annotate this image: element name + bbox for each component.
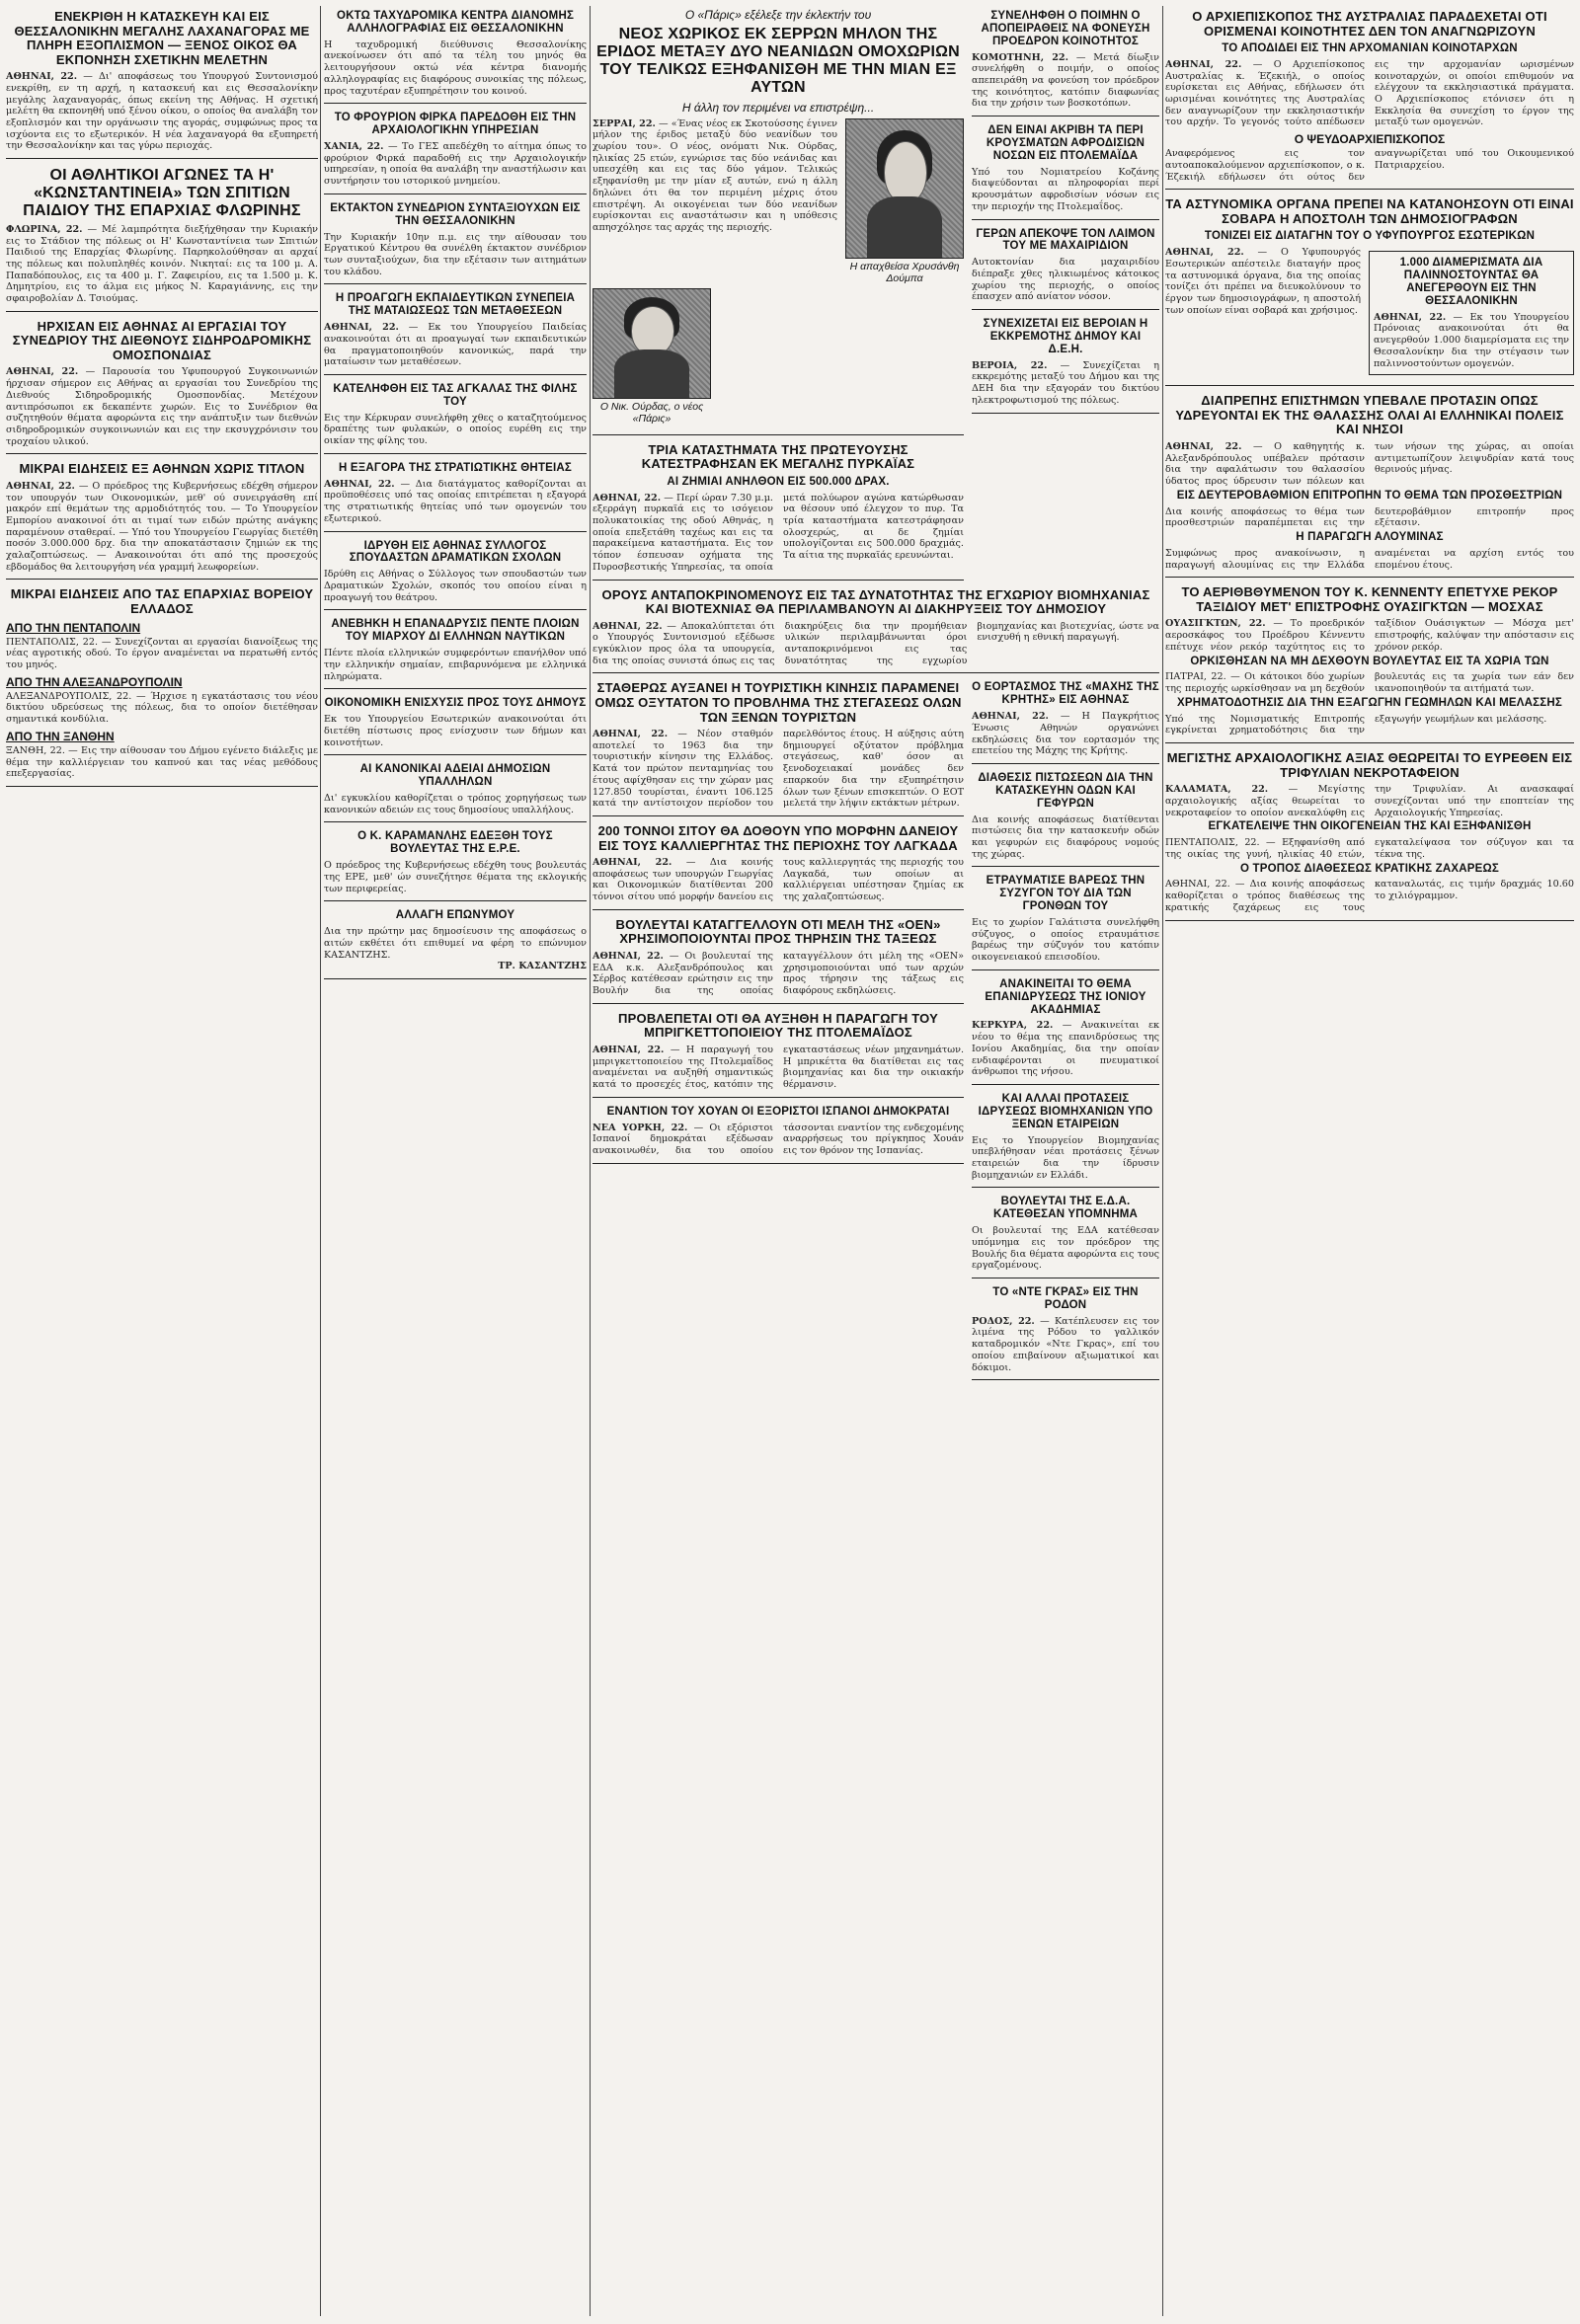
article-kennedy-plane xyxy=(1165,581,1574,743)
article-karamanlis xyxy=(324,826,587,901)
article-body: ΑΘΗΝΑΙ, 22. — Παρουσία του Υφυπουργού Συγκοινωνιών ήρχισαν σήμερον εις Αθήνας αι εργασίαι του Συνεδρίου της Διεθνούς Σιδηροδρομικής Ομοσπονδίας. Μετέχουν αντιπρόσωποι εκ δεκαπέντε χωρών. Εις το Συνέδριον θα συζητηθούν θέματα αφορώντα εις την ανάπτυξιν των διεθνών σιδηροδρομικών συγκοινωνιών και εις την εκσυγχρόνισιν του τροχαίου υλικού. xyxy=(6,366,318,447)
article-body: Αναφερόμενος εις τον αυτοαποκαλούμενον αρχιεπίσκοπον, ο κ. Έζεκιήλ εδήλωσεν ότι ούτος δεν αναγνωρίζεται υπό του Οικουμενικού Πατριαρχείου. xyxy=(1165,148,1574,183)
article-trifylia xyxy=(1165,747,1574,920)
column-rule xyxy=(1162,6,1163,2316)
article-body: ΑΘΗΝΑΙ, 22. — Ο καθηγητής κ. Αλεξανδρόπουλος υπέβαλεν πρότασιν δια την αφαλάτωσιν του θαλασσίου ύδατος προς ύδρευσιν των πόλεων και των νήσων της χώρας, αι οποίαι αντιμετωπίζουν λειψυδρίαν κατά τους θερινούς μήνας. xyxy=(1165,440,1574,488)
subheadline: Η άλλη τον περιμένει να επιστρέψη... xyxy=(681,100,875,115)
photo-caption: Η απαχθείσα Χρυσάνθη Δούμπα xyxy=(849,260,960,284)
headline: ΕΝΑΝΤΙΟΝ ΤΟΥ ΧΟΥΑΝ ΟΙ ΕΞΟΡΙΣΤΟΙ ΙΣΠΑΝΟΙ ΔΗΜΟΚΡΑΤΑΙ xyxy=(606,1105,950,1118)
article-leave xyxy=(324,759,587,822)
boxed-article xyxy=(1369,251,1574,375)
section-heading: ΑΠΟ ΤΗΝ ΑΛΕΞΑΝΔΡΟΥΠΟΛΙΝ xyxy=(6,674,183,689)
portrait-photo xyxy=(845,118,964,259)
headline: ΑΙ ΚΑΝΟΝΙΚΑΙ ΑΔΕΙΑΙ ΔΗΜΟΣΙΩΝ ΥΠΑΛΛΗΛΩΝ xyxy=(359,763,551,789)
article-body: ΑΘΗΝΑΙ, 22. — Περί ώραν 7.30 μ.μ. εξερράγη πυρκαϊά εις το ισόγειον πολυκατοικίας της οδού Αθηνάς, η οποία επεξετάθη ταχέως και εις τα παρακείμενα καταστήματα. Εις τον τόπον έσπευσαν οχήματα της Πυροσβεστικής Υπηρεσίας, τα οποία μετά πολύωρον αγώνα κατώρθωσαν να θέσουν υπό έλεγχον το πυρ. Τα τρία καταστήματα κατεστράφησαν ολοσχερώς, αι δε ζημίαι υπολογίζονται εις 500.000 δραχμάς. Τα αίτια της πυρκαϊάς ερευνώνται. xyxy=(592,492,964,573)
article-desalination xyxy=(1165,390,1574,578)
headline: ΔΙΑΠΡΕΠΗΣ ΕΠΙΣΤΗΜΩΝ ΥΠΕΒΑΛΕ ΠΡΟΤΑΣΙΝ ΟΠΩΣ ΥΔΡΕΥΟΝΤΑΙ ΕΚ ΤΗΣ ΘΑΛΑΣΣΗΣ ΟΛΑΙ ΑΙ ΕΛΛΗΝΙΚΑΙ ΠΟΛΕΙΣ ΚΑΙ ΝΗΣΟΙ xyxy=(1175,393,1564,437)
article-body: ΑΛΕΞΑΝΔΡΟΥΠΟΛΙΣ, 22. — Ήρχισε η εγκατάστασις του νέου δικτύου υδρεύσεως της πόλεως, δια το οποίον διετέθησαν σημαντικά κονδύλια. xyxy=(6,690,318,726)
article-body: Εις το Υπουργείον Βιομηχανίας υπεβλήθησαν νέαι προτάσεις ξένων εταιρειών δια την ίδρυσιν βιομηχανιών εν Ελλάδι. xyxy=(972,1134,1159,1181)
article-body: Εις την Κέρκυραν συνελήφθη χθες ο καταζητούμενος δραπέτης των φυλακών, ο οποίος ευρέθη εις την οικίαν της φίλης του. xyxy=(324,412,587,447)
column-1 xyxy=(6,6,318,791)
article-body: ΑΘΗΝΑΙ, 22. — Η παραγωγή του μπριγκεττοποιείου της Πτολεμαΐδος αναμένεται να αυξηθή σημαντικώς κατά το προσεχές έτος, κατόπιν της εγκαταστάσεως νέων μηχανημάτων. Η μπρικέττα θα διατίθεται εις τας βιομηχανίας και δια την οικιακήν θέρμανσιν. xyxy=(592,1044,964,1090)
article-veroia xyxy=(972,314,1159,413)
headline: ΟΙΚΟΝΟΜΙΚΗ ΕΝΙΣΧΥΣΙΣ ΠΡΟΣ ΤΟΥΣ ΔΗΜΟΥΣ xyxy=(324,697,587,710)
section-heading: Η ΠΑΡΑΓΩΓΗ ΑΛΟΥΜΙΝΑΣ xyxy=(1296,531,1444,544)
article-body: ΑΘΗΝΑΙ, 22. — Δια διατάγματος καθορίζονται αι προϋποθέσεις υπό τας οποίας επιτρέπεται η εξαγορά της στρατιωτικής θητείας υπό των ομογενών του εξωτερικού. xyxy=(324,478,587,524)
article-briquettes xyxy=(592,1008,964,1098)
article-body: ΧΑΝΙΑ, 22. — Το ΓΕΣ απεδέχθη το αίτημα όπως το φρούριον Φιρκά παραδοθή εις την Αρχαιολογικήν υπηρεσίαν, η οποία θα αναλάβη την αναστήλωσιν και συντήρησιν του ιστορικού μνημείου. xyxy=(324,141,587,188)
headline: ΕΚΤΑΚΤΟΝ ΣΥΝΕΔΡΙΟΝ ΣΥΝΤΑΞΙΟΥΧΩΝ ΕΙΣ ΤΗΝ ΘΕΣΣΑΛΟΝΙΚΗΝ xyxy=(330,201,581,227)
section-heading: ΕΙΣ ΔΕΥΤΕΡΟΒΑΘΜΙΟΝ ΕΠΙΤΡΟΠΗΝ ΤΟ ΘΕΜΑ ΤΩΝ ΠΡΟΣΘΕΣΤΡΙΩΝ xyxy=(1176,489,1563,502)
article-body: ΑΘΗΝΑΙ, 22. — Δι' αποφάσεως του Υπουργού Συντονισμού ενεκρίθη, εν τη αρχή, η κατασκευή και εις Θεσσαλονίκην μεγάλης λαχαναγοράς, όπως εκείνη της Αθήνας. Η σχετική μελέτη θα εκπονηθή υπό ξένου οίκου, ο οποίος θα αναλάβη τον εξοπλισμόν και την οργάνωσιν της αγοράς, συμφώνως προς τα ισχύοντα εις το εξωτερικόν. Η νέα λαχαναγορά θα εξυπηρετή την Θεσσαλονίκην και τας γύρω περιοχάς. xyxy=(6,71,318,152)
portrait-photo xyxy=(592,288,711,399)
column-3-side xyxy=(972,6,1159,584)
article-de-grasse xyxy=(972,1282,1159,1380)
section-heading: ΟΡΚΙΣΘΗΣΑΝ ΝΑ ΜΗ ΔΕΧΘΟΥΝ ΒΟΥΛΕΥΤΑΣ ΕΙΣ ΤΑ ΧΩΡΙΑ ΤΩΝ xyxy=(1190,655,1549,667)
article-name-change xyxy=(324,905,587,979)
article-body: ΠΕΝΤΑΠΟΛΙΣ, 22. — Εξηφανίσθη από της οικίας της γυνή, ηλικίας 40 ετών, εγκαταλείψασα τον σύζυγον και τα τέκνα της. xyxy=(1165,837,1574,860)
headline: ΟΙ ΑΘΛΗΤΙΚΟΙ ΑΓΩΝΕΣ ΤΑ Η' «ΚΩΝΣΤΑΝΤΙΝΕΙΑ» ΤΩΝ ΣΠΙΤΙΩΝ ΠΑΙΔΙΟΥ ΤΗΣ ΕΠΑΡΧΙΑΣ ΦΛΩΡΙΝΗΣ xyxy=(23,167,301,219)
article-arrested xyxy=(324,379,587,454)
article-body: ΑΘΗΝΑΙ, 22. — Αποκαλύπτεται ότι ο Υπουργός Συντονισμού εξέδωσε εγκύκλιον προς όλα τα υπουργεία, δια της οποίας συνιστά όπως εις τας διακηρύξεις δια την προμήθειαν υλικών περιλαμβάνωνται όροι ανταποκρινόμενοι εις τας δυνατότητας της εγχωρίου βιομηχανίας και βιοτεχνίας, ώστε να ενισχυθή η εθνική παραγωγή. xyxy=(592,620,1159,666)
column-3 xyxy=(592,6,1159,1384)
article-body: ΡΟΔΟΣ, 22. — Κατέπλευσεν εις τον λιμένα της Ρόδου το γαλλικόν καταδρομικόν «Ντε Γκρας», επί του οποίου επιβαίνουν αξιωματικοί και δόκιμοι. xyxy=(972,1315,1159,1373)
article-ionian-academy xyxy=(972,974,1159,1085)
article-body: Δια την πρώτην μας δημοσίευσιν της αποφάσεως ο αιτών εκθέτει ότι επιθυμεί να φέρη το επώνυμον ΚΑΣΑΝΤΖΗΣ. xyxy=(324,926,587,961)
article-old-man xyxy=(972,224,1159,311)
article-body: Εις το χωρίον Γαλάτιστα συνελήφθη σύζυγος, ο οποίος ετραυμάτισε βαρέως την σύζυγόν του κατόπιν οικογενειακού επεισοδίου. xyxy=(972,917,1159,964)
article-body: ΑΘΗΝΑΙ, 22. — Δια κοινής αποφάσεως καθορίζεται ο τρόπος διαθέσεως της κρατικής ζαχάρεως εις τους καταναλωτάς, εις τιμήν δραχμάς 10.60 το χιλιόγραμμον. xyxy=(1165,879,1574,913)
article-body: ΚΟΜΟΤΗΝΗ, 22. — Μετά δίωξιν συνελήφθη ο ποιμήν, ο οποίος απεπειράθη να φονεύση τον πρόεδρον της κοινότητος, κατόπιν διαφωνίας δια την χρήσιν των βοσκοτόπων. xyxy=(972,51,1159,110)
subheadline: ΤΟ ΑΠΟΔΙΔΕΙ ΕΙΣ ΤΗΝ ΑΡΧΟΜΑΝΙΑΝ ΚΟΙΝΟΤΑΡΧΩΝ xyxy=(1222,42,1518,55)
article-body: ΑΘΗΝΑΙ, 22. — Νέον σταθμόν αποτελεί το 1963 δια την τουριστικήν κίνησιν της Ελλάδος. Κατά τον πρώτον πενταμηνίας του έτους αφίχθησαν εις την χώραν μας 127.850 τουρίσται, έναντι 106.125 κατά την αντίστοιχον περίοδον του παρελθόντος έτους. Η αύξησις αύτη δημιουργεί οξύτατον πρόβλημα στεγάσεως, καθ' όσον αι ξενοδοχειακαί μονάδες δεν επαρκούν δια την εξυπηρέτησιν όλων των ξένων επισκεπτών. Ο ΕΟΤ μελετά την λήψιν εκτάκτων μέτρων. xyxy=(592,729,964,810)
headline: ΤΟ ΑΕΡΙΘΒΘΥΜΕΝΟΝ ΤΟΥ Κ. ΚΕΝΝΕΝΤΥ ΕΠΕΤΥΧΕ ΡΕΚΟΡ ΤΑΞΙΔΙΟΥ ΜΕΤ' ΕΠΙΣΤΡΟΦΗΣ ΟΥΑΣΙΓΚΤΩΝ — ΜΟΣΧΑΣ xyxy=(1181,584,1558,614)
article-body: Υπό της Νομισματικής Επιτροπής εγκρίνεται χρηματοδότησις δια την εξαγωγήν γεωμήλων και μελάσσης. xyxy=(1165,713,1547,736)
headline: ΒΟΥΛΕΥΤΑΙ ΤΗΣ Ε.Δ.Α. ΚΑΤΕΘΕΣΑΝ ΥΠΟΜΝΗΜΑ xyxy=(992,1196,1139,1221)
article-body: ΞΑΝΘΗ, 22. — Εις την αίθουσαν του Δήμου εγένετο διάλεξις με θέμα την καλλιέργειαν του καπνού και τας νέας μεθόδους επεξεργασίας. xyxy=(6,744,318,780)
headline: ΣΥΝΕΧΙΖΕΤΑΙ ΕΙΣ ΒΕΡΟΙΑΝ Η ΕΚΚΡΕΜΟΤΗΣ ΔΗΜΟΥ ΚΑΙ Δ.Ε.Η. xyxy=(983,318,1148,355)
article-archbishop xyxy=(1165,6,1574,190)
article-body: Την Κυριακήν 10ην π.μ. εις την αίθουσαν του Εργατικού Κέντρου θα συνέλθη έκτακτον συνέδριον των συνταξιούχων, δια την εξέτασιν των αιτημάτων του κλάδου. xyxy=(324,231,587,277)
article-body: ΑΘΗΝΑΙ, 22. — Ο Αρχιεπίσκοπος Αυστραλίας κ. Έζεκιήλ, ο οποίος ευρίσκεται εις Αθήνας, εδήλωσεν ότι ωρισμέναι κοινότητες της Αυστραλίας δεν αναγνωρίζουν την εκκλησιαστικήν του αρχήν. Το γεγονός τούτο απέδωσεν εις την αρχομανίαν ωρισμένων κοινοταρχών, οι οποίοι επιθυμούν να ελέγχουν τα εκκλησιαστικά πράγματα. Ο Αρχιεπίσκοπος ετόνισεν ότι η Εκκλησία θα συνεχίση το έργον της μεταξύ των ομογενών. xyxy=(1165,58,1574,128)
article-body: ΣΕΡΡΑΙ, 22. — «Ένας νέος εκ Σκοτούσσης έγινεν μήλον της έριδος μεταξύ δύο νεανίδων του χωρίου του». Ο νέος, ονόματι Νικ. Ούρδας, ηλικίας 25 ετών, εγνώρισε τας δύο νεάνιδας και υπεσχέθη και εις τας δύο γάμον. Τελικώς εξηφανίσθη με την μίαν εξ αυτών, ενώ η άλλη δηλώνει ότι θα τον περιμένη μέχρις ότου επιστρέψη. Αι οικογένειαι των δύο νεανίδων ευρίσκονται εις αναστάτωσιν και η υπόθεσις απησχόλησε τας αρχάς της περιοχής. xyxy=(592,117,837,233)
column-rule xyxy=(590,6,591,2316)
headline: ΟΡΟΥΣ ΑΝΤΑΠΟΚΡΙΝΟΜΕΝΟΥΣ ΕΙΣ ΤΑΣ ΔΥΝΑΤΟΤΗΤΑΣ ΤΗΣ ΕΓΧΩΡΙΟΥ ΒΙΟΜΗΧΑΝΙΑΣ ΚΑΙ ΒΙΟΤΕΧΝΙΑΣ ΘΑ ΠΕΡΙΛΑΜΒΑΝΟΥΝ ΑΙ ΔΙΑΚΗΡΥΞΕΙΣ ΤΟΥ ΔΗΜΟΣΙΟΥ xyxy=(601,586,1150,617)
article-body: ΑΘΗΝΑΙ, 22. — Εκ του Υπουργείου Παιδείας ανακοινούται ότι αι προαγωγαί των εκπαιδευτικών θα πραγματοποιηθούν κανονικώς, παρά την ματαίωσιν των μεταθέσεων. xyxy=(324,322,588,368)
article-wife xyxy=(972,871,1159,969)
article-firka-fortress xyxy=(324,108,587,194)
signature: ΤΡ. ΚΑΣΑΝΤΖΗΣ xyxy=(498,961,587,972)
article-post-centers xyxy=(324,6,587,104)
article-body: ΚΑΛΑΜΑΤΑ, 22. — Μεγίστης αρχαιολογικής αξίας θεωρείται το νεκροταφείον το οποίον ανεκαλύφθη εις την Τριφυλίαν. Αι ανασκαφαί συνεχίζονται υπό την εποπτείαν της Αρχαιολογικής Υπηρεσίας. xyxy=(1165,784,1574,818)
article-municipal-aid xyxy=(324,693,587,755)
column-3-main xyxy=(592,6,964,584)
article-body: ΑΘΗΝΑΙ, 22. — Δια κοινής αποφάσεως των υπουργών Γεωργίας και Οικονομικών διατίθενται 200 τόννοι σίτου υπό μορφήν δανείου εις τους καλλιεργητάς της περιοχής του Λαγκαδά, των οποίων αι καλλιέργειαι υπέστησαν ζημίας εκ της χαλαζοπτώσεως. xyxy=(592,857,964,903)
headline: ΔΙΑΘΕΣΙΣ ΠΙΣΤΩΣΕΩΝ ΔΙΑ ΤΗΝ ΚΑΤΑΣΚΕΥΗΝ ΟΔΩΝ ΚΑΙ ΓΕΦΥΡΩΝ xyxy=(978,771,1153,810)
headline: ΣΤΑΘΕΡΩΣ ΑΥΞΑΝΕΙ Η ΤΟΥΡΙΣΤΙΚΗ ΚΙΝΗΣΙΣ ΠΑΡΑΜΕΝΕΙ ΟΜΩΣ ΟΞΥΤΑΤΟΝ ΤΟ ΠΡΟΒΛΗΜΑ ΤΗΣ ΣΤΕΓΑΣΕΩΣ ΟΛΩΝ ΤΩΝ ΞΕΝΩΝ ΤΟΥΡΙΣΤΩΝ xyxy=(594,680,962,725)
article-body: ΑΘΗΝΑΙ, 22. — Ο Υφυπουργός Εσωτερικών απέστειλε διαταγήν προς τα αστυνομικά όργανα, δια της οποίας τονίζει ότι πρέπει να διευκολύνουν το έργον των δημοσιογράφων, η αποστολή των οποίων είναι σοβαρά και χρήσιμος. xyxy=(1165,247,1361,316)
section-heading: Ο ΤΡΟΠΟΣ ΔΙΑΘΕΣΕΩΣ ΚΡΑΤΙΚΗΣ ΖΑΧΑΡΕΩΣ xyxy=(1239,862,1500,875)
headline: 1.000 ΔΙΑΜΕΡΙΣΜΑΤΑ ΔΙΑ ΠΑΛΙΝΝΟΣΤΟΥΝΤΑΣ ΘΑ ΑΝΕΓΕΡΘΟΥΝ ΕΙΣ ΤΗΝ ΘΕΣΣΑΛΟΝΙΚΗΝ xyxy=(1399,257,1543,307)
article-fire xyxy=(592,439,964,581)
article-body: Πέντε πλοία ελληνικών συμφερόντων επανήλθον υπό την ελληνικήν σημαίαν, επιβαρυνόμενα με ελληνικά πληρώματα. xyxy=(324,648,587,682)
article-konstantineia xyxy=(6,163,318,312)
article-body: ΠΕΝΤΑΠΟΛΙΣ, 22. — Συνεχίζονται αι εργασίαι διανοίξεως της νέας αγροτικής οδού. Το έργον αναμένεται να περατωθή εντός του μηνός. xyxy=(6,636,318,670)
article-body: Συμφώνως προς ανακοίνωσιν, η παραγωγή αλουμίνας εις την Ελλάδα αναμένεται να αρχίση εντός του επομένου έτους. xyxy=(1165,547,1574,571)
article-body: ΑΘΗΝΑΙ, 22. — Οι βουλευταί της ΕΔΑ κ.κ. Αλεξανδρόπουλος και Σέρβος κατέθεσαν ερώτησιν εις την Βουλήν δια της οποίας καταγγέλλουν ότι μέλη της «ΟΕΝ» χρησιμοποιούνται υπό των αρχών προς τήρησιν της τάξεως εις διαφόρους εκδηλώσεις. xyxy=(592,950,964,997)
article-teachers xyxy=(324,288,587,375)
article-tourism xyxy=(592,677,964,816)
article-drama-students xyxy=(324,536,587,611)
headline: ΤΟ ΦΡΟΥΡΙΟΝ ΦΙΡΚΑ ΠΑΡΕΔΟΘΗ ΕΙΣ ΤΗΝ ΑΡΧΑΙΟΛΟΓΙΚΗΝ ΥΠΗΡΕΣΙΑΝ xyxy=(334,112,577,137)
section-heading: Ο ΨΕΥΔΟΑΡΧΙΕΠΙΣΚΟΠΟΣ xyxy=(1294,132,1446,147)
headline: ΟΚΤΩ ΤΑΧΥΔΡΟΜΙΚΑ ΚΕΝΤΡΑ ΔΙΑΝΟΜΗΣ ΑΛΛΗΛΟΓΡΑΦΙΑΣ ΕΙΣ ΘΕΣΣΑΛΟΝΙΚΗΝ xyxy=(336,10,575,35)
column-rule xyxy=(320,6,321,2316)
article-body: ΦΛΩΡΙΝΑ, 22. — Μέ λαμπρότητα διεξήχθησαν την Κυριακήν εις το Στάδιον της πόλεως οι Η' Κωνσταντίνεια των Σπιτιών Παιδιού της Επαρχίας Φλωρίνης. Παρηκολούθησαν αι αρχαί της πόλεως και πολυπληθές κοινόν. Νικηταί: εις τα 100 μ. Α. Παπαδόπουλος, εις τα 400 μ. Γ. Ζαφειρίου, εις τα 1.500 μ. Κ. Δημητρίου, εις το άλμα εις μήκος Ν. Καραγιάννης, εις την σφαιροβολίαν Δ. Τσιούμας. xyxy=(6,223,318,305)
headline: ΝΕΟΣ ΧΩΡΙΚΟΣ ΕΚ ΣΕΡΡΩΝ ΜΗΛΟΝ ΤΗΣ ΕΡΙΔΟΣ ΜΕΤΑΞΥ ΔΥΟ ΝΕΑΝΙΔΩΝ ΟΜΟΧΩΡΙΩΝ ΤΟΥ ΤΕΛΙΚΩΣ ΕΞΗΦΑΝΙΣΘΗ ΜΕ ΤΗΝ ΜΙΑΝ ΕΞ ΑΥΤΩΝ xyxy=(596,26,960,96)
subheadline: ΑΙ ΖΗΜΙΑΙ ΑΝΗΛΘΟΝ ΕΙΣ 500.000 ΔΡΑΧ. xyxy=(667,475,890,488)
headline: ΕΤΡΑΥΜΑΤΙΣΕ ΒΑΡΕΩΣ ΤΗΝ ΣΥΖΥΓΟΝ ΤΟΥ ΔΙΑ ΤΩΝ ΓΡΟΝΘΩΝ ΤΟΥ xyxy=(986,875,1146,913)
headline: Ο Κ. ΚΑΡΑΜΑΝΛΗΣ ΕΔΕΞΘΗ ΤΟΥΣ ΒΟΥΛΕΥΤΑΣ ΤΗΣ Ε.Ρ.Ε. xyxy=(357,830,553,856)
headline: ΗΡΧΙΣΑΝ ΕΙΣ ΑΘΗΝΑΣ ΑΙ ΕΡΓΑΣΙΑΙ ΤΟΥ ΣΥΝΕΔΡΙΟΥ ΤΗΣ ΔΙΕΘΝΟΥΣ ΣΙΔΗΡΟΔΡΟΜΙΚΗΣ ΟΜΟΣΠΟΝΔΙΑΣ xyxy=(12,318,312,362)
headline: Ο ΑΡΧΙΕΠΙΣΚΟΠΟΣ ΤΗΣ ΑΥΣΤΡΑΛΙΑΣ ΠΑΡΑΔΕΧΕΤΑΙ ΟΤΙ ΟΡΙΣΜΕΝΑΙ ΚΟΙΝΟΤΗΤΕΣ ΔΕΝ ΤΟΝ ΑΝΑΓΝΩΡΙΖΟΥΝ xyxy=(1192,9,1547,39)
article-body: ΟΥΑΣΙΓΚΤΩΝ, 22. — Το προεδρικόν αεροσκάφος του Προέδρου Κέννεντυ επέτυχε νέον ρεκόρ ταχύτητος εις το ταξίδιον Ουάσιγκτων — Μόσχα μετ' επιστροφής, καλύψαν την απόστασιν εις χρόνον ρεκόρ. xyxy=(1165,618,1574,653)
article-body: Δια κοινής αποφάσεως διατίθενται πιστώσεις δια την κατασκευήν οδών και γεφυρών εις διαφόρους νομούς της χώρας. xyxy=(972,813,1159,860)
headline: Η ΕΞΑΓΟΡΑ ΤΗΣ ΣΤΡΑΤΙΩΤΙΚΗΣ ΘΗΤΕΙΑΣ xyxy=(338,461,573,474)
section-heading: ΕΓΚΑΤΕΛΕΙΨΕ ΤΗΝ ΟΙΚΟΓΕΝΕΙΑΝ ΤΗΣ ΚΑΙ ΕΞΗΦΑΝΙΣΘΗ xyxy=(1208,820,1532,833)
article-paris-serres xyxy=(592,6,964,435)
article-body: ΝΕΑ ΥΟΡΚΗ, 22. — Οι εξόριστοι Ισπανοί δημοκράται εξέδωσαν ανακοινωθέν, δια του οποίου τάσσονται εναντίον της ενδεχομένης αναρρήσεως του πρίγκηπος Χουάν εις τον θρόνον της Ισπανίας. xyxy=(592,1122,964,1156)
article-body: ΑΘΗΝΑΙ, 22. — Ο πρόεδρος της Κυβερνήσεως εδέχθη σήμερον τον υπουργόν των Οικονομικών, μεθ' ού συνειργάσθη επί μακρόν επί θεμάτων της αρμοδιότητός του. — Το Υπουργείον Εμπορίου ανακοινοί ότι αι τιμαί των ειδών πρώτης ανάγκης παραμένουν σταθεραί. — Υπό του Υπουργείου Γεωργίας διετέθη ποσόν 3.000.000 δρχ. δια την αποκατάστασιν ζημιών εκ της χαλαζοπτώσεως. — Ανακοινούται ότι από της προσεχούς εβδομάδος θα λειτουργήση νέα γραμμή λεωφορείων. xyxy=(6,480,318,573)
article-railway-congress xyxy=(6,316,318,455)
article-roads xyxy=(972,768,1159,867)
article-ptolemaida-health xyxy=(972,120,1159,219)
article-military-service xyxy=(324,458,587,532)
article-body: Υπό του Νομιατρείου Κοζάνης διαψεύδονται αι πληροφορίαι περί κρουσμάτων αφροδισίων νόσων εις την περιοχήν της Πτολεμαΐδος. xyxy=(972,166,1159,212)
headline: ΔΕΝ ΕΙΝΑΙ ΑΚΡΙΒΗ ΤΑ ΠΕΡΙ ΚΡΟΥΣΜΑΤΩΝ ΑΦΡΟΔΙΣΙΩΝ ΝΟΣΩΝ ΕΙΣ ΠΤΟΛΕΜΑΪΔΑ xyxy=(986,124,1146,162)
section-heading: ΧΡΗΜΑΤΟΔΟΤΗΣΙΣ ΔΙΑ ΤΗΝ ΕΞΑΓΩΓΗΝ ΓΕΩΜΗΛΩΝ ΚΑΙ ΜΕΛΑΣΣΗΣ xyxy=(1177,696,1562,709)
column-3-lower xyxy=(592,677,964,1384)
article-lachanagora xyxy=(6,6,318,159)
article-eda-memo xyxy=(972,1192,1159,1278)
headline: ΕΝΕΚΡΙΘΗ Η ΚΑΤΑΣΚΕΥΗ ΚΑΙ ΕΙΣ ΘΕΣΣΑΛΟΝΙΚΗΝ ΜΕΓΑΛΗΣ ΛΑΧΑΝΑΓΟΡΑΣ ΜΕ ΠΛΗΡΗ ΕΞΟΠΛΙΣΜΟΝ — ΞΕΝΟΣ ΟΙΚΟΣ ΘΑ ΕΚΠΟΝΗΣΗ ΣΧΕΤΙΚΗΝ ΜΕΛΕΤΗΝ xyxy=(14,9,310,67)
article-oen xyxy=(592,914,964,1004)
headline: ΜΕΓΙΣΤΗΣ ΑΡΧΑΙΟΛΟΓΙΚΗΣ ΑΞΙΑΣ ΘΕΩΡΕΙΤΑΙ ΤΟ ΕΥΡΕΘΕΝ ΕΙΣ ΤΡΙΦΥΛΙΑΝ ΝΕΚΡΟΤΑΦΕΙΟΝ xyxy=(1166,750,1573,780)
article-foreign-industries xyxy=(972,1089,1159,1188)
article-body: ΑΘΗΝΑΙ, 22. — Η Παγκρήτιος Ένωσις Αθηνών οργανώνει εκδηλώσεις δια τον εορτασμόν της επετείου της Μάχης της Κρήτης. xyxy=(972,711,1159,757)
section-heading: ΑΠΟ ΤΗΝ ΞΑΝΘΗΝ xyxy=(6,729,115,743)
article-battle-crete xyxy=(972,677,1159,764)
headline: 200 ΤΟΝΝΟΙ ΣΙΤΟΥ ΘΑ ΔΟΘΟΥΝ ΥΠΟ ΜΟΡΦΗΝ ΔΑΝΕΙΟΥ ΕΙΣ ΤΟΥΣ ΚΑΛΛΙΕΡΓΗΤΑΣ ΤΗΣ ΠΕΡΙΟΧΗΣ ΤΟΥ ΛΑΓΚΑΔΑ xyxy=(597,822,959,853)
article-body: Εκ του Υπουργείου Εσωτερικών ανακοινούται ότι διετέθη πίστωσις προς ενίσχυσιν των δήμων και κοινοτήτων. xyxy=(324,714,587,748)
article-body: Ο πρόεδρος της Κυβερνήσεως εδέχθη τους βουλευτάς της ΕΡΕ, μεθ' ών συνεζήτησε θέματα της εκλογικής των περιφερείας. xyxy=(324,860,587,894)
article-body: Δια κοινής αποφάσεως το θέμα των προσθεστριών παραπέμπεται εις την δευτεροβάθμιον επιτροπήν προς εξέτασιν. xyxy=(1165,505,1574,529)
article-body: Δι' εγκυκλίου καθορίζεται ο τρόπος χορηγήσεως των κανονικών αδειών εις τους δημοσίους υπαλλήλους. xyxy=(324,792,587,815)
headline: Η ΠΡΟΑΓΩΓΗ ΕΚΠΑΙΔΕΥΤΙΚΩΝ ΣΥΝΕΠΕΙΑ ΤΗΣ ΜΑΤΑΙΩΣΕΩΣ ΤΩΝ ΜΕΤΑΘΕΣΕΩΝ xyxy=(335,292,576,318)
headline: ΤΑ ΑΣΤΥΝΟΜΙΚΑ ΟΡΓΑΝΑ ΠΡΕΠΕΙ ΝΑ ΚΑΤΑΝΟΗΣΟΥΝ ΟΤΙ ΕΙΝΑΙ ΣΟΒΑΡΑ Η ΑΠΟΣΤΟΛΗ ΤΩΝ ΔΗΜΟΣΙΟΓΡΑΦΩΝ xyxy=(1165,196,1574,226)
headline: ΚΑΙ ΑΛΛΑΙ ΠΡΟΤΑΣΕΙΣ ΙΔΡΥΣΕΩΣ ΒΙΟΜΗΧΑΝΙΩΝ ΥΠΟ ΞΕΝΩΝ ΕΤΑΙΡΕΙΩΝ xyxy=(978,1093,1153,1130)
headline: ΑΛΛΑΓΗ ΕΠΩΝΥΜΟΥ xyxy=(395,909,515,922)
article-body: Αυτοκτονίαν δια μαχαιριδίου διέπραξε χθες ηλικιωμένος κάτοικος χωρίου της περιοχής, ο οποίος έπασχεν από ανίατον νόσον. xyxy=(972,257,1159,303)
article-body: ΑΘΗΝΑΙ, 22. — Εκ του Υπουργείου Πρόνοιας ανακοινούται ότι θα ανεγερθούν 1.000 διαμερίσματα εις την Θεσσαλονίκην δια την στέγασιν των παλιννοστούντων ομογενών. xyxy=(1374,311,1569,369)
column-3-side-lower xyxy=(972,677,1159,1384)
article-body: ΠΑΤΡΑΙ, 22. — Οι κάτοικοι δύο χωρίων της περιοχής ωρκίσθησαν να μη δεχθούν βουλευτάς εις τα χωρία των εάν δεν ικανοποιηθούν τα αιτήματά των. xyxy=(1165,671,1574,695)
photo-caption: Ο Νικ. Ούρδας, ο νέος «Πάρις» xyxy=(599,400,704,425)
subheadline: ΤΟΝΙΖΕΙ ΕΙΣ ΔΙΑΤΑΓΗΝ ΤΟΥ Ο ΥΦΥΠΟΥΡΓΟΣ ΕΣΩΤΕΡΙΚΩΝ xyxy=(1204,230,1536,243)
article-shepherd xyxy=(972,6,1159,116)
article-ships xyxy=(324,614,587,689)
article-wheat xyxy=(592,820,964,910)
headline: ΣΥΝΕΛΗΦΘΗ Ο ΠΟΙΜΗΝ Ο ΑΠΟΠΕΙΡΑΘΕΙΣ ΝΑ ΦΟΝΕΥΣΗ ΠΡΟΕΔΡΟΝ ΚΟΙΝΟΤΗΤΟΣ xyxy=(981,10,1150,47)
column-2 xyxy=(324,6,587,983)
headline: ΙΔΡΥΘΗ ΕΙΣ ΑΘΗΝΑΣ ΣΥΛΛΟΓΟΣ ΣΠΟΥΔΑΣΤΩΝ ΔΡΑΜΑΤΙΚΩΝ ΣΧΟΛΩΝ xyxy=(349,539,562,565)
article-spain xyxy=(592,1102,964,1164)
article-body: Η ταχυδρομική διεύθυνσις Θεσσαλονίκης ανεκοίνωσεν ότι από τα τέλη του μηνός θα λειτουργήσουν οκτώ νέα κέντρα διανομής αλληλογραφίας εις διαφόρους συνοικίας της πόλεως, προς ταχυτέραν εξυπηρέτησιν του κοινού. xyxy=(324,39,587,97)
headline: ΑΝΕΒΗΚΗ Η ΕΠΑΝΑΔΡΥΣΙΣ ΠΕΝΤΕ ΠΛΟΙΩΝ ΤΟΥ ΜΙΑΡΧΟΥ ΔΙ ΕΛΛΗΝΩΝ ΝΑΥΤΙΚΩΝ xyxy=(331,618,580,644)
article-body: ΒΕΡΟΙΑ, 22. — Συνεχίζεται η εκκρεμότης μεταξύ του Δήμου και της ΔΕΗ δια την εξαγοράν του δικτύου ηλεκτροφωτισμού της πόλεως. xyxy=(972,359,1159,406)
headline: ΒΟΥΛΕΥΤΑΙ ΚΑΤΑΓΓΕΛΛΟΥΝ ΟΤΙ ΜΕΛΗ ΤΗΣ «ΟΕΝ» ΧΡΗΣΙΜΟΠΟΙΟΥΝΤΑΙ ΠΡΟΣ ΤΗΡΗΣΙΝ ΤΗΣ ΤΑΞΕΩΣ xyxy=(615,916,941,947)
headline: ΚΑΤΕΛΗΦΘΗ ΕΙΣ ΤΑΣ ΑΓΚΑΛΑΣ ΤΗΣ ΦΙΛΗΣ ΤΟΥ xyxy=(333,382,578,408)
article-industry xyxy=(592,584,1159,674)
article-police-press xyxy=(1165,194,1574,386)
headline: ΑΝΑΚΙΝΕΙΤΑΙ ΤΟ ΘΕΜΑ ΕΠΑΝΙΔΡΥΣΕΩΣ ΤΗΣ ΙΟΝΙΟΥ ΑΚΑΔΗΜΙΑΣ xyxy=(985,977,1146,1016)
headline: ΜΙΚΡΑΙ ΕΙΔΗΣΕΙΣ ΕΞ ΑΘΗΝΩΝ ΧΩΡΙΣ ΤΙΤΛΟΝ xyxy=(19,461,305,477)
article-north-greece-briefs xyxy=(6,583,318,786)
headline: Ο ΕΟΡΤΑΣΜΟΣ ΤΗΣ «ΜΑΧΗΣ ΤΗΣ ΚΡΗΤΗΣ» ΕΙΣ ΑΘΗΝΑΣ xyxy=(972,681,1159,707)
column-4 xyxy=(1165,6,1574,925)
article-pensioners xyxy=(324,198,587,285)
headline: ΜΙΚΡΑΙ ΕΙΔΗΣΕΙΣ ΑΠΟ ΤΑΣ ΕΠΑΡΧΙΑΣ ΒΟΡΕΙΟΥ ΕΛΛΑΔΟΣ xyxy=(10,586,314,617)
headline: ΠΡΟΒΛΕΠΕΤΑΙ ΟΤΙ ΘΑ ΑΥΞΗΘΗ Η ΠΑΡΑΓΩΓΗ ΤΟΥ ΜΠΡΙΓΚΕΤΤΟΠΟΙΕΙΟΥ ΤΗΣ ΠΤΟΛΕΜΑΪΔΟΣ xyxy=(618,1010,938,1041)
headline: ΤΟ «ΝΤΕ ΓΚΡΑΣ» ΕΙΣ ΤΗΝ ΡΟΔΟΝ xyxy=(992,1286,1139,1311)
article-body: Οι βουλευταί της ΕΔΑ κατέθεσαν υπόμνημα εις τον πρόεδρον της Βουλής δια θέματα αφορώντα εις τους εργαζομένους. xyxy=(972,1225,1159,1272)
article-athens-briefs xyxy=(6,458,318,580)
article-body: Ιδρύθη εις Αθήνας ο Σύλλογος των σπουδαστών των Δραματικών Σχολών, σκοπός του οποίου είναι η προαγωγή του θεάτρου. xyxy=(324,569,587,603)
headline: ΓΕΡΩΝ ΑΠΕΚΟΨΕ ΤΟΝ ΛΑΙΜΟΝ ΤΟΥ ΜΕ ΜΑΧΑΙΡΙΔΙΟΝ xyxy=(976,227,1155,253)
article-body: ΚΕΡΚΥΡΑ, 22. — Ανακινείται εκ νέου το θέμα της επανιδρύσεως της Ιονίου Ακαδημίας, δια την οποίαν ενδιαφέρονται οι πνευματικοί άνθρωποι της νήσου. xyxy=(972,1020,1159,1078)
headline: ΤΡΙΑ ΚΑΤΑΣΤΗΜΑΤΑ ΤΗΣ ΠΡΩΤΕΥΟΥΣΗΣ ΚΑΤΕΣΤΡΑΦΗΣΑΝ ΕΚ ΜΕΓΑΛΗΣ ΠΥΡΚΑΪΑΣ xyxy=(641,441,915,472)
kicker: Ο «Πάρις» εξέλεξε την έκλεκτήν του xyxy=(684,8,872,22)
section-heading: ΑΠΟ ΤΗΝ ΠΕΝΤΑΠΟΛΙΝ xyxy=(6,620,141,635)
